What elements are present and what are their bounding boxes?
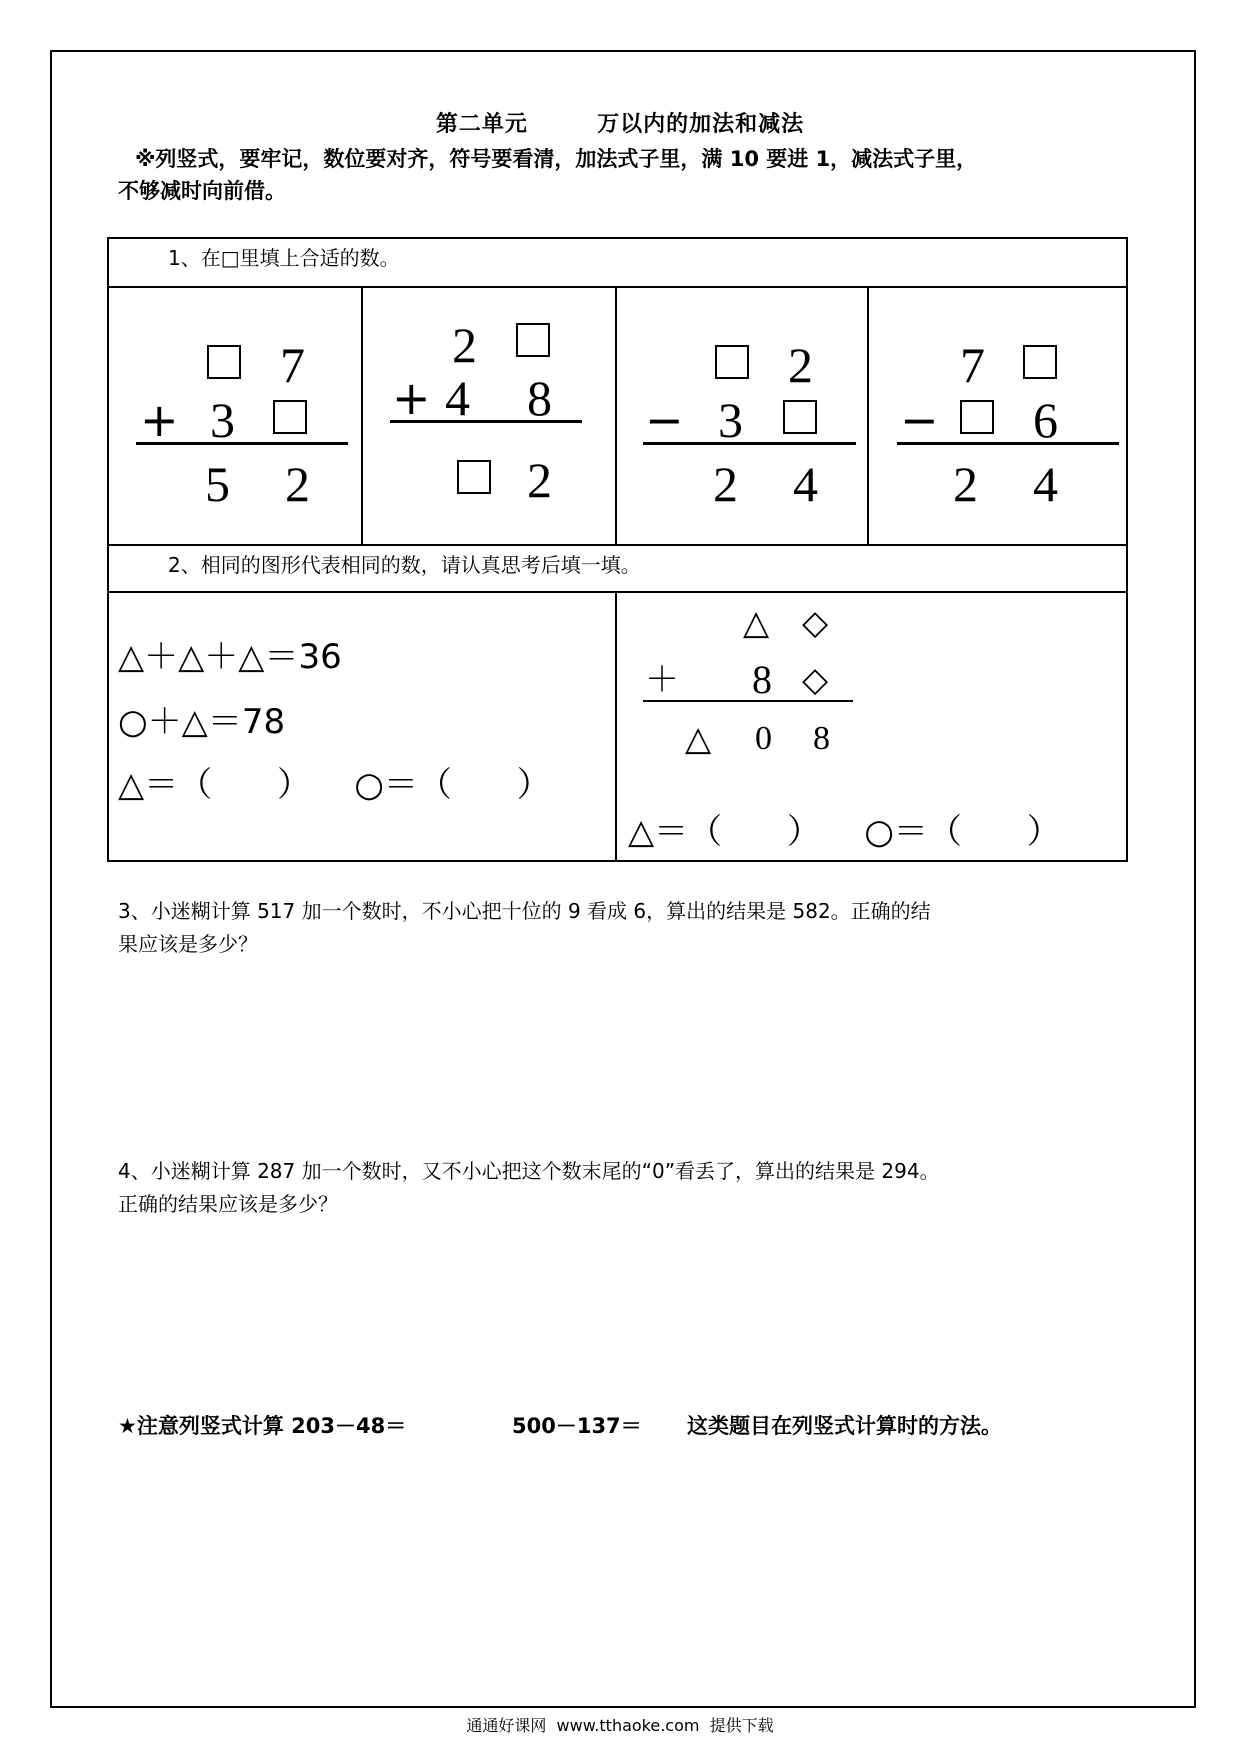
answer-box — [1023, 345, 1057, 379]
digit: 6 — [1033, 392, 1058, 448]
question-3-line-2: 果应该是多少？ — [118, 932, 258, 956]
triangle-icon: △ — [685, 719, 712, 759]
section1-instruction: 1、在□里填上合适的数。 — [168, 246, 400, 270]
note-part-1: ★注意列竖式计算 203－48＝ — [118, 1414, 407, 1438]
table-divider — [867, 286, 869, 544]
rule-line-1: ※列竖式，要牢记，数位要对齐，符号要看清，加法式子里，满 10 要进 1，减法式子里， — [135, 147, 978, 171]
question-3-line-1: 3、小迷糊计算 517 加一个数时，不小心把十位的 9 看成 6，算出的结果是 582。正确的结 — [118, 899, 931, 923]
answer-box — [715, 345, 749, 379]
answer-box — [783, 400, 817, 434]
answer-box — [207, 345, 241, 379]
answer-box — [457, 460, 491, 494]
digit: 8 — [527, 370, 552, 426]
minus-sign: − — [645, 393, 684, 447]
note-part-2: 500－137＝ — [512, 1414, 642, 1438]
digit: 8 — [813, 720, 830, 757]
table-divider — [615, 591, 617, 860]
sum-line — [136, 442, 348, 445]
table-divider — [109, 286, 1126, 288]
table-divider — [361, 286, 363, 544]
answer-box — [960, 400, 994, 434]
difference-line — [643, 442, 856, 445]
difference-line — [897, 442, 1119, 445]
plus-sign: + — [392, 371, 431, 425]
digit: 3 — [210, 392, 235, 448]
digit: 8 — [752, 657, 772, 702]
unit-title: 第二单元 万以内的加法和减法 — [435, 112, 805, 137]
table-divider — [109, 591, 1126, 593]
sum-line — [390, 420, 582, 423]
shape-answer-left: △＝（ ） ○＝（ ） — [118, 765, 551, 805]
digit: 7 — [280, 337, 305, 393]
plus-sign: ＋ — [645, 660, 679, 700]
answer-box — [273, 400, 307, 434]
question-4-line-2: 正确的结果应该是多少？ — [118, 1192, 338, 1216]
digit: 2 — [285, 456, 310, 512]
plus-sign: + — [140, 393, 179, 447]
footer-credit: 通通好课网 www.tthaoke.com 提供下载 — [466, 1716, 774, 1735]
digit: 2 — [452, 317, 477, 373]
sum-line — [643, 700, 853, 702]
shape-equation-2: ○＋△＝78 — [118, 702, 286, 742]
diamond-icon: ◇ — [802, 603, 829, 643]
digit: 2 — [527, 452, 552, 508]
digit: 4 — [1033, 456, 1058, 512]
answer-box — [516, 323, 550, 357]
table-divider — [615, 286, 617, 544]
minus-sign: − — [900, 393, 939, 447]
section2-instruction: 2、相同的图形代表相同的数，请认真思考后填一填。 — [168, 553, 641, 577]
question-4-line-1: 4、小迷糊计算 287 加一个数时，又不小心把这个数末尾的“0”看丢了，算出的结果是 294。 — [118, 1159, 940, 1183]
digit: 4 — [793, 456, 818, 512]
triangle-icon: △ — [743, 603, 770, 643]
table-divider — [109, 544, 1126, 546]
rule-line-2: 不够减时向前借。 — [118, 179, 286, 203]
digit: 2 — [953, 456, 978, 512]
diamond-icon: ◇ — [802, 660, 829, 700]
digit: 3 — [718, 392, 743, 448]
note-part-3: 这类题目在列竖式计算时的方法。 — [687, 1414, 1002, 1438]
digit: 0 — [755, 720, 772, 757]
shape-answer-right: △＝（ ） ○＝（ ） — [628, 812, 1061, 852]
digit: 2 — [788, 337, 813, 393]
digit: 5 — [205, 456, 230, 512]
digit: 4 — [445, 370, 470, 426]
digit: 2 — [713, 456, 738, 512]
digit: 7 — [960, 337, 985, 393]
shape-equation-1: △＋△＋△＝36 — [118, 637, 342, 677]
